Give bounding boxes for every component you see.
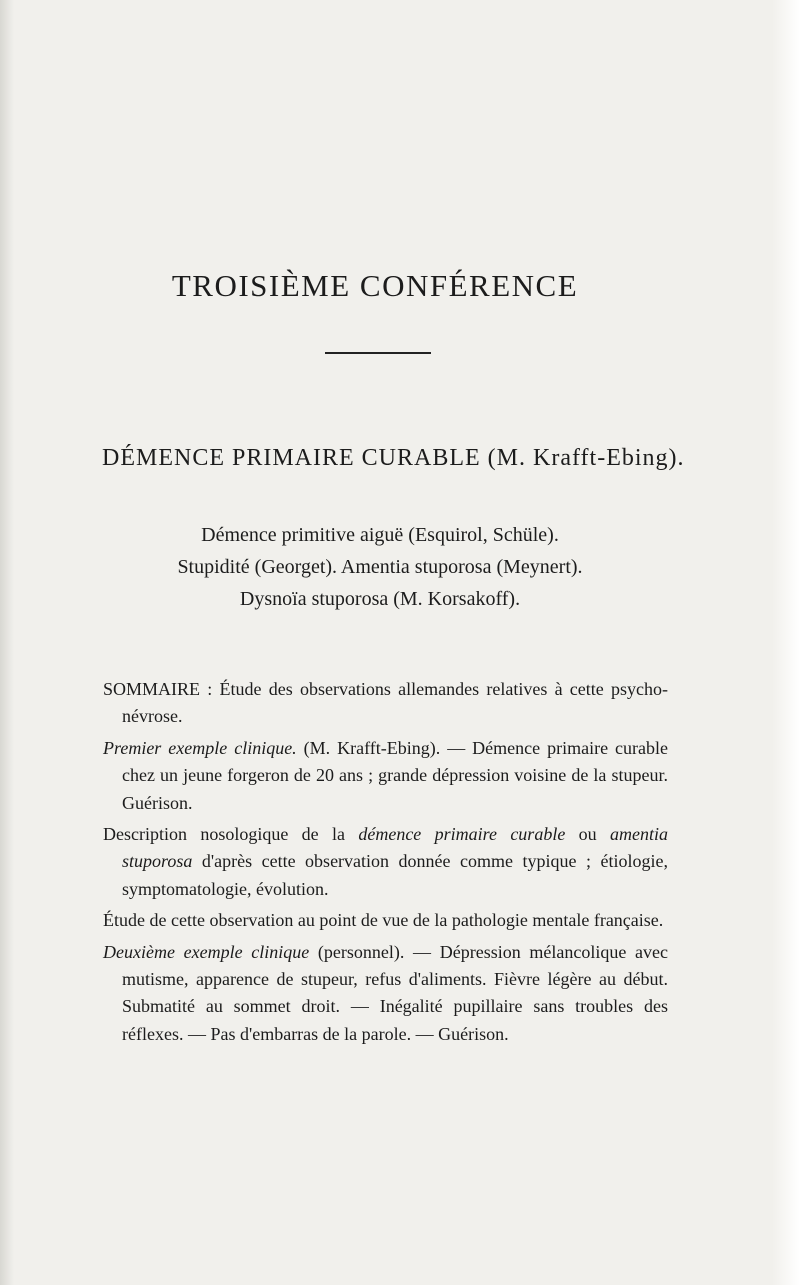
- chapter-subtitle: DÉMENCE PRIMAIRE CURABLE (M. Krafft-Ebing).: [102, 445, 685, 471]
- study-text: Étude de cette observation au point de vue de la pathologie mentale française.: [103, 910, 664, 931]
- page-gutter-shadow: [0, 0, 14, 1285]
- description-term-2: amentia stuporosa: [122, 824, 668, 872]
- synonym-line-3: Dysnoïa stuporosa (M. Korsakoff).: [239, 588, 521, 610]
- page-edge-highlight: [772, 0, 800, 1285]
- summary-paragraph-1: [103, 676, 668, 731]
- title-divider: [325, 352, 431, 354]
- description-text-e: d'après cette observation donnée comme typique ; étiologie, symptomatologie, évolution.: [122, 851, 668, 899]
- chapter-title: TROISIÈME CONFÉRENCE: [171, 268, 579, 303]
- summary-lead: SOMMAIRE :: [103, 679, 213, 699]
- summary-text: Étude des observations allemandes relatives à cette psycho-névrose.: [122, 679, 669, 727]
- first-example-heading: Premier exemple clinique.: [103, 737, 297, 758]
- description-term-1: démence primaire curable: [358, 824, 566, 845]
- second-example-heading: Deuxième exemple clinique: [103, 941, 310, 962]
- summary-paragraph-4: [103, 907, 668, 934]
- second-example-text: (personnel). — Dépression mélancolique avec mutisme, apparence de stupeur, refus d'aliments. Fièvre légère au début. Submatité au sommet droit. — Inégalité pupillaire sans troubles des réflexes. — Pas d'embarras de la parole. — Guérison.: [122, 941, 668, 1044]
- description-text-a: Description nosologique de la: [103, 824, 359, 845]
- summary-paragraph-3: [103, 821, 668, 903]
- summary-paragraph-2: [103, 735, 668, 817]
- synonym-line-1: Démence primitive aiguë (Esquirol, Schüle).: [201, 524, 559, 546]
- summary-paragraph-5: [103, 939, 668, 1049]
- description-text-c: ou: [565, 824, 610, 845]
- first-example-text: (M. Krafft-Ebing). — Démence primaire curable chez un jeune forgeron de 20 ans ; grande dépression voisine de la stupeur. Guérison.: [122, 737, 668, 813]
- summary-block: [103, 676, 668, 1048]
- synonym-line-2: Stupidité (Georget). Amentia stuporosa (Meynert).: [177, 556, 583, 578]
